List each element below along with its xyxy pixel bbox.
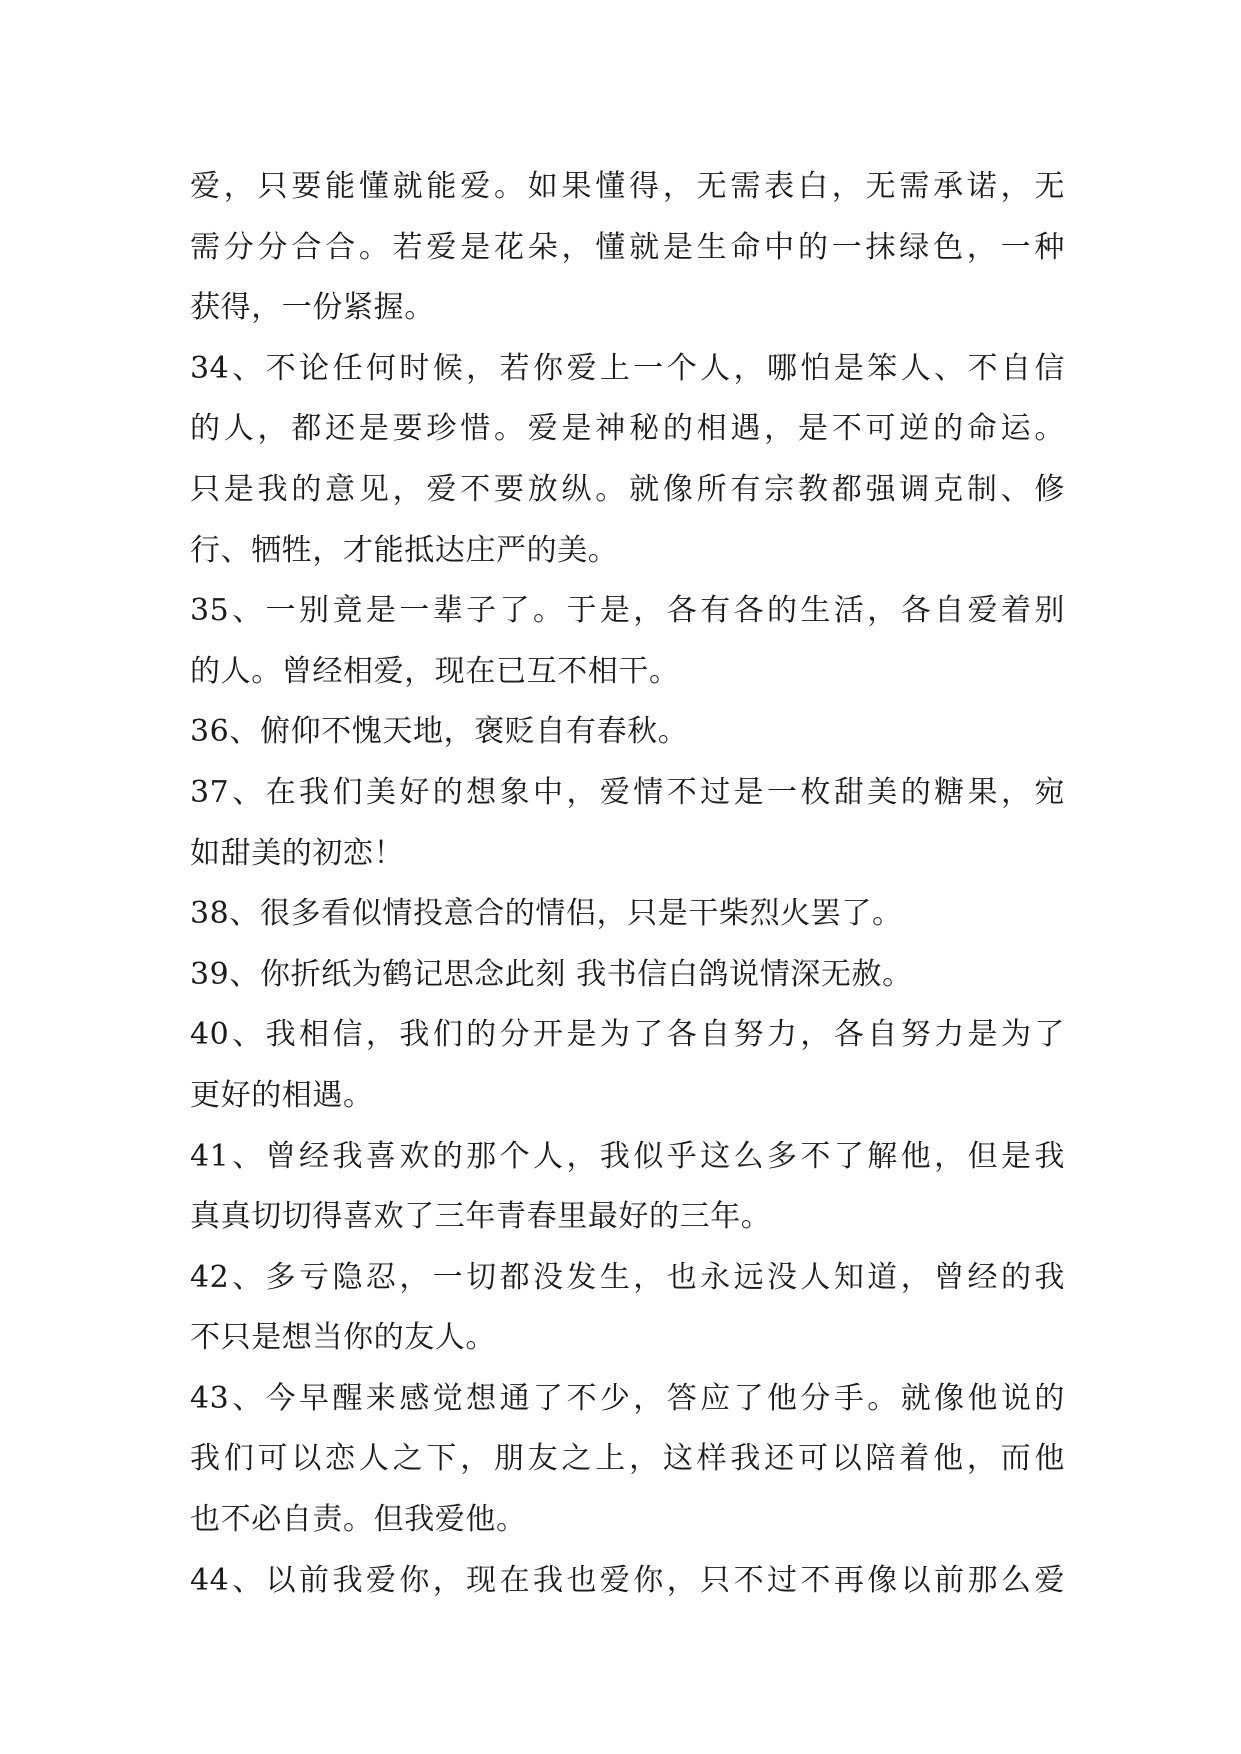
text-line: 也不必自责。但我爱他。 — [190, 1502, 527, 1538]
text-line: 真真切切得喜欢了三年青春里最好的三年。 — [190, 1199, 772, 1235]
text-line: 的人，都还是要珍惜。爱是神秘的相遇，是不可逆的命运。 — [190, 411, 1065, 447]
text-line: 我们可以恋人之下，朋友之上，这样我还可以陪着他，而他 — [190, 1441, 1065, 1477]
document-body — [190, 157, 1065, 1611]
text-line: 如甜美的初恋！ — [190, 835, 405, 871]
text-line: 36、俯仰不愧天地，褒贬自有春秋。 — [190, 714, 689, 750]
text-line: 更好的相遇。 — [190, 1077, 374, 1113]
text-line: 行、牺牲，才能抵达庄严的美。 — [190, 532, 619, 568]
text-line: 获得，一份紧握。 — [190, 290, 435, 326]
text-line: 的人。曾经相爱，现在已互不相干。 — [190, 653, 680, 689]
text-line: 43、今早醒来感觉想通了不少，答应了他分手。就像他说的 — [190, 1380, 1065, 1416]
text-line: 42、多亏隐忍，一切都没发生，也永远没人知道，曾经的我 — [190, 1259, 1065, 1295]
text-line: 41、曾经我喜欢的那个人，我似乎这么多不了解他，但是我 — [190, 1138, 1065, 1174]
text-line: 只是我的意见，爱不要放纵。就像所有宗教都强调克制、修 — [190, 471, 1065, 507]
text-line: 38、很多看似情投意合的情侣，只是干柴烈火罢了。 — [190, 896, 903, 932]
text-line: 40、我相信，我们的分开是为了各自努力，各自努力是为了 — [190, 1017, 1065, 1053]
text-line: 34、不论任何时候，若你爱上一个人，哪怕是笨人、不自信 — [190, 350, 1065, 386]
text-line: 39、你折纸为鹤记思念此刻 我书信白鸽说情深无赦。 — [190, 956, 913, 992]
text-line: 35、一别竟是一辈子了。于是，各有各的生活，各自爱着别 — [190, 593, 1065, 629]
text-line: 不只是想当你的友人。 — [190, 1320, 496, 1356]
text-line: 37、在我们美好的想象中，爱情不过是一枚甜美的糖果，宛 — [190, 774, 1065, 810]
text-line: 44、以前我爱你，现在我也爱你，只不过不再像以前那么爱 — [190, 1562, 1065, 1598]
text-line: 需分分合合。若爱是花朵，懂就是生命中的一抹绿色，一种 — [190, 229, 1065, 265]
text-line: 爱，只要能懂就能爱。如果懂得，无需表白，无需承诺，无 — [190, 169, 1065, 204]
